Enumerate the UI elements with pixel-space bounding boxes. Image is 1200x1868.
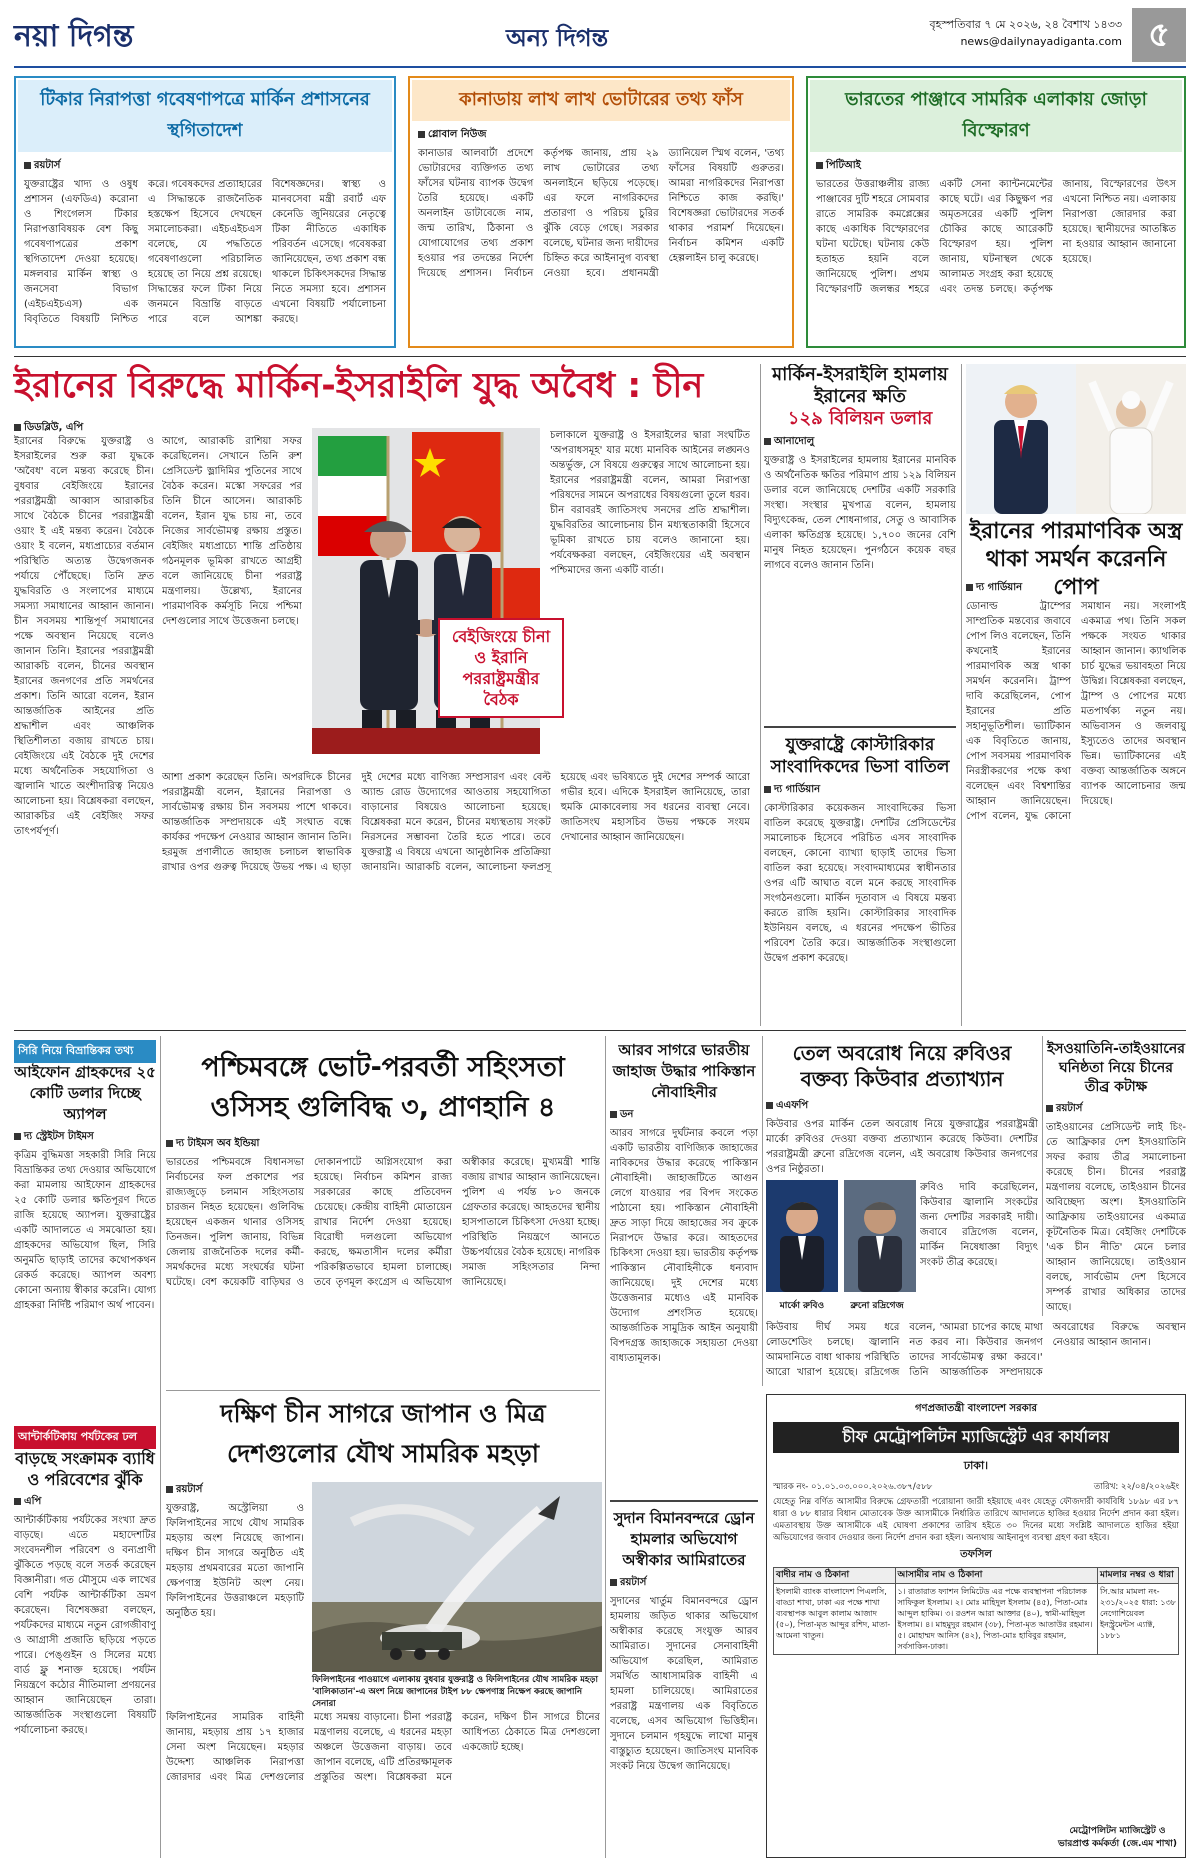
story-punjab bbox=[806, 76, 1186, 348]
topic-tag: আন্টার্কটিকায় পর্যটকের ঢল bbox=[14, 1426, 156, 1449]
story-iran-damage bbox=[764, 364, 956, 664]
photo-caption: ফিলিপাইনের পাওয়াগে এলাকায় বুধবার যুক্তরাষ্ট্র ও ফিলিপাইনের যৌথ সামরিক মহড়া 'বালিকাতান'-এ অংশ নিয়ে জাপানের টাইপ ৮৮ ক্ষেপণাস্ত্র নিক্ষেপ করছে জাপানি সেনারা bbox=[312, 1675, 598, 1709]
story-headline[interactable]: তেল অবরোধ নিয়ে রুবিওর বক্তব্য কিউবার প্রত্যাখ্যান bbox=[792, 1041, 1012, 1091]
notice-ref: স্মারক নং- ০১.০১.০৩.০০০.২০২৬.৩৮৭/৫৮৮ bbox=[773, 1482, 933, 1492]
table-header: আসামীর নাম ও ঠিকানা bbox=[895, 1568, 1098, 1584]
table-row bbox=[774, 1584, 1179, 1655]
divider bbox=[605, 1036, 606, 1858]
story-body: ডোনাল্ড ট্রাম্পের সাম্প্রতিক মন্তব্যের জবাবে পোপ লিও বলেছেন, তিনি কখনোই ইরানের পারমাণবিক অস্ত্র থাকা সমর্থন করেননি। ট্রাম্প দাবি করেছিলেন, পোপ ইরানের প্রতি সহানুভূতিশীল। ভ্যাটিকান এক বিবৃতিতে জানায়, পোপ সবসময় পারমাণবিক নিরস্ত্রীকরণের পক্ষে কথা বলেছেন এবং বিশ্বশান্তির আহ্বান জানিয়েছেন। পোপ বলেন, যুদ্ধ কোনো সমাধান নয়। সংলাপই একমাত্র পথ। তিনি সকল পক্ষকে সংযত থাকার আহ্বান জানান। ক্যাথলিক চার্চ যুদ্ধের ভয়াবহতা নিয়ে উদ্বিগ্ন। বিশ্লেষকরা বলছেন, ট্রাম্প ও পোপের মধ্যে মতপার্থক্য নতুন নয়। অভিবাসন ও জলবায়ু ইস্যুতেও তাদের অবস্থান ভিন্ন। ভ্যাটিকানের এই বক্তব্য আন্তর্জাতিক অঙ্গনে ব্যাপক আলোচনার জন্ম দিয়েছে। bbox=[966, 601, 1186, 822]
story-body: ভারতের পশ্চিমবঙ্গে বিধানসভা নির্বাচনের ফল প্রকাশের পর রাজ্যজুড়ে চলমান সহিংসতায় চারজন নিহত হয়েছেন। গুলিবিদ্ধ হয়েছেন একজন থানার ওসিসহ তিনজন। পুলিশ জানায়, বিভিন্ন জেলায় রাজনৈতিক দলের কর্মী-সমর্থকদের মধ্যে সংঘর্ষের ঘটনা ঘটেছে। বেশ কয়েকটি বাড়িঘর ও দোকানপাটে অগ্নিসংযোগ করা হয়েছে। নির্বাচন কমিশন রাজ্য সরকারের কাছে প্রতিবেদন চেয়েছে। কেন্দ্রীয় বাহিনী মোতায়েন রাখার নির্দেশ দেওয়া হয়েছে। বিরোধী দলগুলো অভিযোগ করছে, ক্ষমতাসীন দলের কর্মীরা পরিকল্পিতভাবে হামলা চালাচ্ছে। তবে তৃণমূল কংগ্রেস এ অভিযোগ অস্বীকার করেছে। মুখ্যমন্ত্রী শান্তি বজায় রাখার আহ্বান জানিয়েছেন। পুলিশ এ পর্যন্ত ৮০ জনকে গ্রেফতার করেছে। আহতদের স্থানীয় হাসপাতালে চিকিৎসা দেওয়া হচ্ছে। পরিস্থিতি নিয়ন্ত্রণে আনতে উচ্চপর্যায়ের বৈঠক হয়েছে। নাগরিক সমাজ সহিংসতার নিন্দা জানিয়েছে। bbox=[166, 1157, 600, 1288]
byline: রয়টার্স bbox=[166, 1482, 304, 1499]
story-headline[interactable]: ইসওয়াতিনি-তাইওয়ানের ঘনিষ্ঠতা নিয়ে চীনের তীব্র কটাক্ষ bbox=[1047, 1041, 1185, 1095]
byline: দ্য গার্ডিয়ান bbox=[764, 782, 956, 799]
divider bbox=[961, 364, 962, 1026]
byline: রয়টার্স bbox=[610, 1575, 758, 1592]
lead-body-col2: আগে, আরাকচি রাশিয়া সফর করেছিলেন। সেখানে তিনি রুশ প্রেসিডেন্ট ভ্লাদিমির পুতিনের সাথে বৈঠক করেন। মস্কো সফরের পর তিনি চীনে আসেন। আরাকচি বলেন, ইরান যুদ্ধ চায় না, তবে নিজের সার্বভৌমত্ব রক্ষায় প্রস্তুত। বেইজিং মধ্যপ্রাচ্যে শান্তি প্রতিষ্ঠায় গঠনমূলক ভূমিকা রাখতে আগ্রহী বলে জানিয়েছে চীনা পররাষ্ট্র মন্ত্রণালয়। উল্লেখ্য, ইরানের পারমাণবিক কর্মসূচি নিয়ে পশ্চিমা দেশগুলোর সাথে উত্তেজনা চলছে। bbox=[162, 436, 302, 627]
story-canada bbox=[408, 76, 794, 348]
divider bbox=[1042, 1036, 1043, 1316]
square-bullet-icon bbox=[14, 1498, 21, 1505]
notice-place: ঢাকা। bbox=[963, 1459, 989, 1472]
byline: রয়টার্স bbox=[1046, 1101, 1186, 1118]
story-headline[interactable]: ভারতের পাঞ্জাবে সামরিক এলাকায় জোড়া বিস্ফোরণ bbox=[810, 80, 1182, 152]
notice-government: গণপ্রজাতন্ত্রী বাংলাদেশ সরকার bbox=[915, 1403, 1037, 1414]
masthead bbox=[14, 8, 1186, 68]
pope-photo[interactable] bbox=[966, 364, 1186, 514]
story-arabian-sea bbox=[610, 1040, 758, 1440]
lead-headline[interactable]: ইরানের বিরুদ্ধে মার্কিন-ইসরাইলি যুদ্ধ অবৈধ : চীন bbox=[14, 366, 704, 406]
byline: এপি bbox=[14, 1494, 156, 1511]
email-link[interactable]: news@dailynayadiganta.com bbox=[960, 35, 1122, 48]
square-bullet-icon bbox=[24, 162, 31, 169]
story-body-lower: ফিলিপাইনের সামরিক বাহিনী জানায়, মহড়ায় প্রায় ১৭ হাজার সেনা অংশ নিয়েছেন। মহড়ার উদ্দেশ্য আঞ্চলিক নিরাপত্তা জোরদার এবং মিত্র দেশগুলোর মধ্যে সমন্বয় বাড়ানো। চীনা পররাষ্ট্র মন্ত্রণালয় বলেছে, এ ধরনের মহড়া অঞ্চলে উত্তেজনা বাড়ায়। তবে জাপান বলেছে, এটি প্রতিরক্ষামূলক প্রস্তুতির অংশ। বিশ্লেষকরা মনে করেন, দক্ষিণ চীন সাগরে চীনের আধিপত্য ঠেকাতে মিত্র দেশগুলো একজোট হচ্ছে। bbox=[166, 1712, 600, 1783]
portraits-illustration[interactable] bbox=[766, 1180, 916, 1292]
table-cell: ইসলামী ব্যাংক বাংলাদেশ পিএলসি, বাড্ডা শাখা, ঢাকা এর পক্ষে শাখা ব্যবস্থাপক আবুল কালাম আজাদ (৫০), পিতা-মৃত আব্দুর রশিদ, মাতা-আমেনা খাতুন। bbox=[774, 1584, 896, 1655]
table-header: মামলার নম্বর ও ধারা bbox=[1098, 1568, 1179, 1584]
story-body: কোস্টারিকার কয়েকজন সাংবাদিকের ভিসা বাতিল করেছে যুক্তরাষ্ট্র। দেশটির প্রেসিডেন্টের সমালোচক হিসেবে পরিচিত এসব সাংবাদিক বলছেন, কোনো ব্যাখ্যা ছাড়াই তাদের ভিসা বাতিল করা হয়েছে। সংবাদমাধ্যমের স্বাধীনতার ওপর এটি আঘাত বলে মনে করছে সাংবাদিক সংগঠনগুলো। মার্কিন দূতাবাস এ বিষয়ে মন্তব্য করতে রাজি হয়নি। কোস্টারিকার সাংবাদিক ইউনিয়ন বলছে, এ ধরনের পদক্ষেপ ভীতির পরিবেশ তৈরি করে। আন্তর্জাতিক সংস্থাগুলো উদ্বেগ প্রকাশ করেছে। bbox=[764, 803, 956, 964]
square-bullet-icon bbox=[610, 1111, 617, 1118]
lead-body-col3: চলাকালে যুক্তরাষ্ট্র ও ইসরাইলের দ্বারা সংঘটিত 'অপরাধসমূহ' যার মধ্যে মানবিক আইনের লঙ্ঘনও অন্তর্ভুক্ত, সে বিষয়ে গুরুত্বের সাথে আলোচনা হয়। ইরানের পররাষ্ট্রমন্ত্রী বলেন, আমরা নিরাপত্তা পরিষদের সামনে অপরাধের বিষয়গুলো তুলে ধরব। চীন বরাবরই জাতিসংঘ সনদের প্রতি শ্রদ্ধাশীল। যুদ্ধবিরতির আলোচনায় চীন মধ্যস্থতাকারী হিসেবে ভূমিকা রাখতে চায় বলেও জানানো হয়। পর্যবেক্ষকরা বলছেন, বেইজিংয়ের এই অবস্থান পশ্চিমাদের জন্য একটি বার্তা। bbox=[550, 430, 750, 576]
byline: পিটিআই bbox=[816, 158, 1176, 175]
story-pope bbox=[966, 580, 1186, 1060]
photo-callout: বেইজিংয়ে চীনা ও ইরানি পররাষ্ট্রমন্ত্রীর বৈঠক bbox=[438, 618, 564, 718]
court-notice bbox=[766, 1394, 1186, 1858]
notice-signature: মেট্রোপলিটন ম্যাজিস্ট্রেট ও ভারপ্রাপ্ত কর্মকর্তা (জে.এম শাখা) bbox=[1058, 1826, 1177, 1849]
square-bullet-icon bbox=[816, 162, 823, 169]
cuba-photos bbox=[766, 1180, 916, 1310]
schedule-title: তফসিল bbox=[960, 1549, 992, 1560]
photo-caption: মার্কো রুবিও bbox=[779, 1301, 825, 1311]
story-body: আরব সাগরে দুর্ঘটনার কবলে পড়া একটি ভারতীয় বাণিজ্যিক জাহাজের নাবিকদের উদ্ধার করেছে পাকিস্তান নৌবাহিনী। জাহাজটিতে আগুন লেগে যাওয়ার পর বিপদ সংকেত পাঠানো হয়। পাকিস্তান নৌবাহিনী দ্রুত সাড়া দিয়ে জাহাজের সব ক্রুকে নিরাপদে উদ্ধার করে। আহতদের চিকিৎসা দেওয়া হয়। ভারতীয় কর্তৃপক্ষ পাকিস্তান নৌবাহিনীকে ধন্যবাদ জানিয়েছে। দুই দেশের মধ্যে উত্তেজনার মধ্যেও এই মানবিক উদ্যোগ প্রশংসিত হয়েছে। আন্তর্জাতিক সামুদ্রিক আইন অনুযায়ী বিপদগ্রস্ত জাহাজকে সহায়তা দেওয়া বাধ্যতামূলক। bbox=[610, 1128, 758, 1364]
story-headline[interactable]: মার্কিন-ইসরাইলি হামলায় ইরানের ক্ষতি ১২৯ বিলিয়ন ডলার bbox=[772, 364, 948, 429]
square-bullet-icon bbox=[764, 438, 771, 445]
byline: দ্য স্ট্রেইটস টাইমস bbox=[14, 1129, 156, 1146]
story-taiwan bbox=[1046, 1040, 1186, 1316]
square-bullet-icon bbox=[1046, 1105, 1053, 1112]
divider bbox=[166, 1390, 600, 1391]
divider bbox=[14, 356, 1186, 357]
trump-pope-photo-illustration bbox=[966, 364, 1186, 514]
notice-date: তারিখ: ২২/০৪/২০২৬ইং bbox=[1093, 1482, 1179, 1492]
story-body: ভারতের উত্তরাঞ্চলীয় রাজ্য পাঞ্জাবের দুটি শহরে সোমবার রাতে সামরিক কমপ্লেক্সের কাছে একাধিক বিস্ফোরণের ঘটনা ঘটেছে। ঘটনায় কেউ হতাহত হয়নি বলে জানিয়েছে পুলিশ। প্রথম বিস্ফোরণটি জলন্ধর শহরে একটি সেনা ক্যান্টনমেন্টের কাছে ঘটে। এর কিছুক্ষণ পর অমৃতসরের একটি পুলিশ চৌকির কাছে আরেকটি বিস্ফোরণ হয়। পুলিশ জানায়, ঘটনাস্থল থেকে আলামত সংগ্রহ করা হয়েছে এবং তদন্ত চলছে। কর্তৃপক্ষ জানায়, বিস্ফোরণের উৎস এখনো নিশ্চিত নয়। এলাকায় নিরাপত্তা জোরদার করা হয়েছে। স্থানীয়দের আতঙ্কিত না হওয়ার আহ্বান জানানো হয়েছে। bbox=[816, 179, 1176, 295]
byline: এএফপি bbox=[766, 1098, 1038, 1115]
story-headline[interactable]: ইরানের পারমাণবিক অস্ত্র থাকা সমর্থন করেননি পোপ bbox=[969, 519, 1183, 600]
story-headline[interactable]: আইফোন গ্রাহকদের ২৫ কোটি ডলার দিচ্ছে অ্যাপল bbox=[14, 1063, 156, 1123]
divider bbox=[160, 1036, 161, 1858]
missile-photo[interactable] bbox=[312, 1482, 602, 1672]
story-body: আন্টার্কটিকায় পর্যটকের সংখ্যা দ্রুত বাড়ছে। এতে মহাদেশটির সংবেদনশীল পরিবেশ ও বন্যপ্রাণী ঝুঁকিতে পড়ছে বলে সতর্ক করেছেন বিজ্ঞানীরা। গত মৌসুমে এক লাখের বেশি পর্যটক আন্টার্কটিকা ভ্রমণ করেছেন। বিশেষজ্ঞরা বলছেন, পর্যটকদের মাধ্যমে নতুন রোগজীবাণু ও আগ্রাসী প্রজাতি ছড়িয়ে পড়তে পারে। পেঙ্গুইন ও সিলের মধ্যে বার্ড ফ্লু শনাক্ত হয়েছে। পর্যটন নিয়ন্ত্রণে কঠোর নীতিমালা প্রণয়নের আহ্বান জানিয়েছেন তারা। আন্তর্জাতিক সংস্থাগুলো বিষয়টি পর্যালোচনা করছে। bbox=[14, 1515, 156, 1736]
date-text: বৃহস্পতিবার ৭ মে ২০২৬, ২৪ বৈশাখ ১৪৩৩ bbox=[929, 18, 1122, 31]
story-body: কৃত্রিম বুদ্ধিমত্তা সহকারী সিরি নিয়ে বিভ্রান্তিকর তথ্য দেওয়ার অভিযোগে করা মামলায় আইফোন গ্রাহকদের ২৫ কোটি ডলার ক্ষতিপূরণ দিতে রাজি হয়েছে অ্যাপল। যুক্তরাষ্ট্রের একটি আদালতে এ সমঝোতা হয়। গ্রাহকদের অভিযোগ ছিল, সিরি অনুমতি ছাড়াই তাদের কথোপকথন রেকর্ড করেছে। অ্যাপল অবশ্য কোনো অন্যায় স্বীকার করেনি। যোগ্য গ্রাহকরা নির্দিষ্ট পরিমাণ অর্থ পাবেন। bbox=[14, 1150, 156, 1311]
story-vaccine bbox=[14, 76, 396, 348]
story-headline[interactable]: আরব সাগরে ভারতীয় জাহাজ উদ্ধার পাকিস্তান নৌবাহিনীর bbox=[612, 1041, 756, 1101]
table-cell: ১। রাতারাত ফ্যাশন লিমিটেড এর পক্ষে ব্যবস্থাপনা পরিচালক সাফিকুল ইসলাম। ২। মোঃ মাহিদুল ইসলাম (৪৫), পিতা-মোঃ আব্দুল হাকিম। ৩। রওশন আরা আক্তার (৪০), স্বামী-মাহিদুল ইসলাম। ৪। মাহমুদুর রহমান (৩৮), পিতা-মৃত আতাউর রহমান। ৫। মোহাম্মদ আনিস (৪২), পিতা-মোঃ হাবিবুর রহমান, সর্বসাকিন-ঢাকা। bbox=[895, 1584, 1098, 1655]
newspaper-logo[interactable]: নয়া দিগন্ত bbox=[14, 19, 134, 54]
table-header: বাদীর নাম ও ঠিকানা bbox=[774, 1568, 896, 1584]
square-bullet-icon bbox=[966, 584, 973, 591]
byline: ডন bbox=[610, 1107, 758, 1124]
square-bullet-icon bbox=[166, 1140, 173, 1147]
story-headline[interactable]: যুক্তরাষ্ট্রে কোস্টারিকার সাংবাদিকদের ভিসা বাতিল bbox=[764, 726, 956, 778]
divider bbox=[760, 364, 761, 1026]
notice-table bbox=[773, 1567, 1179, 1655]
story-body: যুক্তরাষ্ট্র, অস্ট্রেলিয়া ও ফিলিপাইনের সাথে যৌথ সামরিক মহড়ায় অংশ নিয়েছে জাপান। দক্ষিণ চীন সাগরে অনুষ্ঠিত এই মহড়ায় প্রথমবারের মতো জাপানি ক্ষেপণাস্ত্র ইউনিট অংশ নেয়। ফিলিপাইনের উত্তরাঞ্চলে মহড়াটি অনুষ্ঠিত হয়। bbox=[166, 1503, 304, 1619]
notice-text: যেহেতু নিম্ন বর্ণিত আসামীর বিরুদ্ধে গ্রেফতারী পরোয়ানা জারী হইয়াছে এবং যেহেতু ফৌজদারী কার্যবিধি ১৮৯৮ এর ৮৭ ধারা ও ৮৮ ধারার বিধান মোতাবেক উক্ত আসামীকে নির্ধারিত তারিখে আদালতে হাজির হওয়ার নির্দেশ প্রদান করা হইল। এমতাবস্থায় উক্ত আসামীকে এই ঘোষণা প্রকাশের তারিখ হইতে ৩০ দিনের মধ্যে সংশ্লিষ্ট আদালতে হাজির হইয়া অভিযোগের জবাব দেওয়ার জন্য নির্দেশ প্রদান করা হইল। অন্যথায় আইনানুগ ব্যবস্থা গ্রহণ করা হইবে। bbox=[773, 1497, 1179, 1543]
divider bbox=[762, 1036, 763, 1386]
photo-caption: ব্রুনো রদ্রিগেজ bbox=[850, 1301, 904, 1311]
byline: আনাদোলু bbox=[764, 434, 956, 451]
story-west-bengal bbox=[166, 1136, 600, 1386]
table-cell: সি.আর মামলা নং- ২৩১/২০২৫ ধারা: ১৩৮ নেগোশিয়েবল ইনস্ট্রুমেন্টস এ্যাক্ট, ১৮৮১ bbox=[1098, 1584, 1179, 1655]
square-bullet-icon bbox=[14, 1133, 21, 1140]
story-headline[interactable]: পশ্চিমবঙ্গে ভোট-পরবর্তী সহিংসতা ওসিসহ গুলিবিদ্ধ ৩, প্রাণহানি ৪ bbox=[201, 1052, 565, 1123]
dateline bbox=[930, 16, 1122, 50]
divider bbox=[14, 1030, 1186, 1031]
square-bullet-icon bbox=[418, 131, 425, 138]
lead-body-col1: ইরানের বিরুদ্ধে যুক্তরাষ্ট্র ও ইসরাইলের শুরু করা যুদ্ধকে 'অবৈধ' বলে মন্তব্য করেছে চীন। বুধবার বেইজিংয়ে ইরানের পররাষ্ট্রমন্ত্রী আব্বাস আরাকচির সাথে বৈঠকে চীনের পররাষ্ট্রমন্ত্রী ওয়াং ই এই মন্তব্য করেন। বৈঠকে ওয়াং ই বলেন, মধ্যপ্রাচ্যের বর্তমান পরিস্থিতি অত্যন্ত উদ্বেগজনক পর্যায়ে পৌঁছেছে। তিনি দ্রুত যুদ্ধবিরতি ও সংলাপের মাধ্যমে সমস্যা সমাধানের আহ্বান জানান। চীন সবসময় শান্তিপূর্ণ সমাধানের পক্ষে অবস্থান নিয়েছে বলেও জানান তিনি। ইরানের পররাষ্ট্রমন্ত্রী আরাকচি বলেন, চীনের অবস্থান ইরানের জনগণের প্রতি সমর্থনের প্রকাশ। তিনি আরো বলেন, ইরান আন্তর্জাতিক আইনের প্রতি শ্রদ্ধাশীল এবং আঞ্চলিক স্থিতিশীলতা বজায় রাখতে চায়। বেইজিংয়ে এই বৈঠকে দুই দেশের মধ্যে অর্থনৈতিক সহযোগিতা ও জ্বালানি খাতে অংশীদারিত্ব নিয়েও আলোচনা হয়। বিশ্লেষকরা বলছেন, আরাকচির এই বেইজিং সফর তাৎপর্যপূর্ণ। bbox=[14, 436, 154, 837]
story-body: যুক্তরাষ্ট্রের খাদ্য ও ওষুধ প্রশাসন (এফডিএ) করোনা ও শিংগেলস টিকার নিরাপত্তাবিষয়ক বেশ কিছু গবেষণাপত্রের প্রকাশ স্থগিতাদেশ দেওয়া হয়েছে। মঙ্গলবার মার্কিন স্বাস্থ্য ও জনসেবা বিভাগ (এইচএইচএস) এক বিবৃতিতে বিষয়টি নিশ্চিত করে। গবেষকদের প্রত্যাহারের এ সিদ্ধান্তকে রাজনৈতিক হস্তক্ষেপ হিসেবে দেখছেন সমালোচকরা। এইচএইচএস বলেছে, যে পদ্ধতিতে গবেষণাগুলো পরিচালিত হয়েছে তা নিয়ে প্রশ্ন রয়েছে। সিদ্ধান্তের ফলে টিকা নিয়ে জনমনে বিভ্রান্তি বাড়তে পারে বলে আশঙ্কা বিশেষজ্ঞদের। স্বাস্থ্য ও মানবসেবা মন্ত্রী রবার্ট এফ কেনেডি জুনিয়রের নেতৃত্বে টিকা নীতিতে একাধিক পরিবর্তন এসেছে। গবেষকরা জানিয়েছেন, তথ্য প্রকাশ বন্ধ থাকলে চিকিৎসকদের সিদ্ধান্ত নিতে সমস্যা হবে। প্রশাসন এখনো বিষয়টি পর্যালোচনা করছে। bbox=[24, 179, 386, 325]
story-body: রুবিও দাবি করেছিলেন, কিউবার জ্বালানি সংকটের জন্য দেশটির সরকারই দায়ী। জবাবে রদ্রিগেজ বলেন, মার্কিন নিষেধাজ্ঞা বিদ্যুৎ সংকট তীব্র করেছে। bbox=[920, 1182, 1038, 1268]
square-bullet-icon bbox=[766, 1102, 773, 1109]
story-headline[interactable]: কানাডায় লাখ লাখ ভোটারের তথ্য ফাঁস bbox=[412, 80, 790, 121]
byline: রয়টার্স bbox=[24, 158, 386, 175]
topic-tag: সিরি নিয়ে বিভ্রান্তিকর তথ্য bbox=[14, 1040, 156, 1063]
notice-title: চীফ মেট্রোপলিটন ম্যাজিস্ট্রেট এর কার্যালয় bbox=[773, 1422, 1179, 1453]
story-body: কিউবার ওপর মার্কিন তেল অবরোধ নিয়ে যুক্তরাষ্ট্রের পররাষ্ট্রমন্ত্রী মার্কো রুবিওর দেওয়া বক্তব্য প্রত্যাখ্যান করেছে কিউবা। দেশটির পররাষ্ট্রমন্ত্রী ব্রুনো রদ্রিগেজ বলেন, এই অবরোধ কিউবার জনগণের ওপর নিষ্ঠুরতা। bbox=[766, 1119, 1038, 1175]
story-body: সুদানের খার্তুম বিমানবন্দরে ড্রোন হামলায় জড়িত থাকার অভিযোগ অস্বীকার করেছে সংযুক্ত আরব আমিরাত। সুদানের সেনাবাহিনী অভিযোগ করেছিল, আমিরাত সমর্থিত আধাসামরিক বাহিনী এ হামলা চালিয়েছে। আমিরাতের পররাষ্ট্র মন্ত্রণালয় এক বিবৃতিতে বলেছে, এসব অভিযোগ ভিত্তিহীন। সুদানে চলমান গৃহযুদ্ধে লাখো মানুষ বাস্তুচ্যুত হয়েছেন। জাতিসংঘ মানবিক সংকট নিয়ে উদ্বেগ জানিয়েছে। bbox=[610, 1596, 758, 1772]
story-headline[interactable]: সুদান বিমানবন্দরে ড্রোন হামলার অভিযোগ অস্বীকার আমিরাতের bbox=[610, 1500, 758, 1571]
lead-body-lower: আশা প্রকাশ করেছেন তিনি। অপরদিকে চীনের পররাষ্ট্রমন্ত্রী বলেন, ইরানের নিরাপত্তা ও সার্বভৌমত্ব রক্ষায় চীন সবসময় পাশে থাকবে। আন্তর্জাতিক সম্প্রদায়কে এই সংঘাত বন্ধে কার্যকর পদক্ষেপ নেওয়ার আহ্বান জানান তিনি। হরমুজ প্রণালীতে জাহাজ চলাচল স্বাভাবিক রাখার ওপর গুরুত্ব দিয়েছে উভয় পক্ষ। এ ছাড়া দুই দেশের মধ্যে বাণিজ্য সম্প্রসারণ এবং বেল্ট অ্যান্ড রোড উদ্যোগের আওতায় সহযোগিতা বাড়ানোর বিষয়েও আলোচনা হয়েছে। বিশ্লেষকরা মনে করেন, চীনের মধ্যস্থতায় সংকট নিরসনের সম্ভাবনা তৈরি হতে পারে। তবে যুক্তরাষ্ট্র এ বিষয়ে এখনো আনুষ্ঠানিক প্রতিক্রিয়া জানায়নি। আরাকচি বলেন, আলোচনা ফলপ্রসূ হয়েছে এবং ভবিষ্যতে দুই দেশের সম্পর্ক আরো গভীর হবে। এদিকে ইসরাইল জানিয়েছে, তারা হুমকি মোকাবেলায় সব ধরনের ব্যবস্থা নেবে। জাতিসংঘ মহাসচিব উভয় পক্ষকে সংযম দেখানোর আহ্বান জানিয়েছেন। bbox=[162, 772, 750, 873]
square-bullet-icon bbox=[166, 1486, 173, 1493]
notice-meta bbox=[773, 1480, 1179, 1494]
story-body: যুক্তরাষ্ট্র ও ইসরাইলের হামলায় ইরানের মানবিক ও অর্থনৈতিক ক্ষতির পরিমাণ প্রায় ১২৯ বিলিয়ন ডলার বলে জানিয়েছে দেশটির একটি সরকারি সংস্থা। সংস্থার মুখপাত্র বলেন, হামলায় বিদ্যুৎকেন্দ্র, তেল শোধনাগার, সেতু ও আবাসিক এলাকা ক্ষতিগ্রস্ত হয়েছে। ১,৭০০ জনের বেশি মানুষ নিহত হয়েছেন। পুনর্গঠনে কয়েক বছর লাগবে বলেও জানান তিনি। bbox=[764, 455, 956, 571]
story-south-china-sea bbox=[166, 1482, 304, 1670]
missile-launch-illustration bbox=[312, 1482, 602, 1672]
square-bullet-icon bbox=[764, 786, 771, 793]
square-bullet-icon bbox=[610, 1579, 617, 1586]
byline: ডিডব্লিউ, এপি bbox=[14, 420, 83, 437]
story-body: কানাডার আলবার্টা প্রদেশে ভোটারদের ব্যক্তিগত তথ্য ফাঁসের ঘটনায় ব্যাপক উদ্বেগ তৈরি হয়েছে। একটি অনলাইন ডাটাবেজে নাম, জন্ম তারিখ, ঠিকানা ও যোগাযোগের তথ্য প্রকাশ হওয়ার পর তদন্তের নির্দেশ দিয়েছে প্রশাসন। নির্বাচন কর্তৃপক্ষ জানায়, প্রায় ২৯ লাখ ভোটারের তথ্য অনলাইনে ছড়িয়ে পড়েছে। এর ফলে নাগরিকদের প্রতারণা ও পরিচয় চুরির ঝুঁকি বেড়ে গেছে। সরকার বলেছে, ঘটনার জন্য দায়ীদের চিহ্নিত করে আইনানুগ ব্যবস্থা নেওয়া হবে। প্রধানমন্ত্রী ড্যানিয়েল স্মিথ বলেন, 'তথ্য ফাঁসের বিষয়টি গুরুতর। আমরা নাগরিকদের নিরাপত্তা নিশ্চিতে কাজ করছি।' বিশেষজ্ঞরা ভোটারদের সতর্ক থাকার পরামর্শ দিয়েছেন। নির্বাচন কমিশন একটি হেল্পলাইন চালু করেছে। bbox=[418, 148, 784, 279]
story-headline[interactable]: টিকার নিরাপত্তা গবেষণাপত্রে মার্কিন প্রশাসনের স্থগিতাদেশ bbox=[18, 80, 392, 152]
section-title: অন্য দিগন্ত bbox=[506, 24, 609, 52]
story-body: তাইওয়ানের প্রেসিডেন্ট লাই চিং-তে আফ্রিকার দেশ ইসওয়াতিনি সফর করায় তীব্র সমালোচনা করেছে চীন। চীনের পররাষ্ট্র মন্ত্রণালয় বলেছে, তাইওয়ান চীনের অবিচ্ছেদ্য অংশ। ইসওয়াতিনি আফ্রিকায় তাইওয়ানের একমাত্র কূটনৈতিক মিত্র। বেইজিং দেশটিকে 'এক চীন নীতি' মেনে চলার আহ্বান জানিয়েছে। তাইওয়ান বলছে, সার্বভৌম দেশ হিসেবে সম্পর্ক রাখার অধিকার তাদের আছে। bbox=[1046, 1122, 1186, 1313]
square-bullet-icon bbox=[14, 424, 21, 431]
story-headline[interactable]: দক্ষিণ চীন সাগরে জাপান ও মিত্র দেশগুলোর যৌথ সামরিক মহড়া bbox=[220, 1399, 546, 1468]
byline: দ্য টাইমস অব ইন্ডিয়া bbox=[166, 1136, 600, 1153]
story-antarctica bbox=[14, 1448, 156, 1858]
story-cuba bbox=[766, 1098, 1038, 1178]
story-sudan bbox=[610, 1500, 758, 1860]
story-apple bbox=[14, 1062, 156, 1422]
page-number: ৫ bbox=[1132, 8, 1186, 62]
byline: দ্য গার্ডিয়ান bbox=[966, 580, 1186, 597]
story-headline[interactable]: বাড়ছে সংক্রামক ব্যাধি ও পরিবেশের ঝুঁকি bbox=[15, 1449, 155, 1489]
byline: গ্লোবাল নিউজ bbox=[418, 127, 784, 144]
story-body: কিউবায় দীর্ঘ সময় ধরে লোডশেডিং চলছে। জ্বালানি আমদানিতে বাধা থাকায় পরিস্থিতি আরো খারাপ হয়েছে। রদ্রিগেজ বলেন, 'আমরা চাপের কাছে মাথা নত করব না। কিউবার জনগণ তাদের সার্বভৌমত্ব রক্ষা করবে।' তিনি আন্তর্জাতিক সম্প্রদায়কে অবরোধের বিরুদ্ধে অবস্থান নেওয়ার আহ্বান জানান। bbox=[766, 1322, 1186, 1378]
